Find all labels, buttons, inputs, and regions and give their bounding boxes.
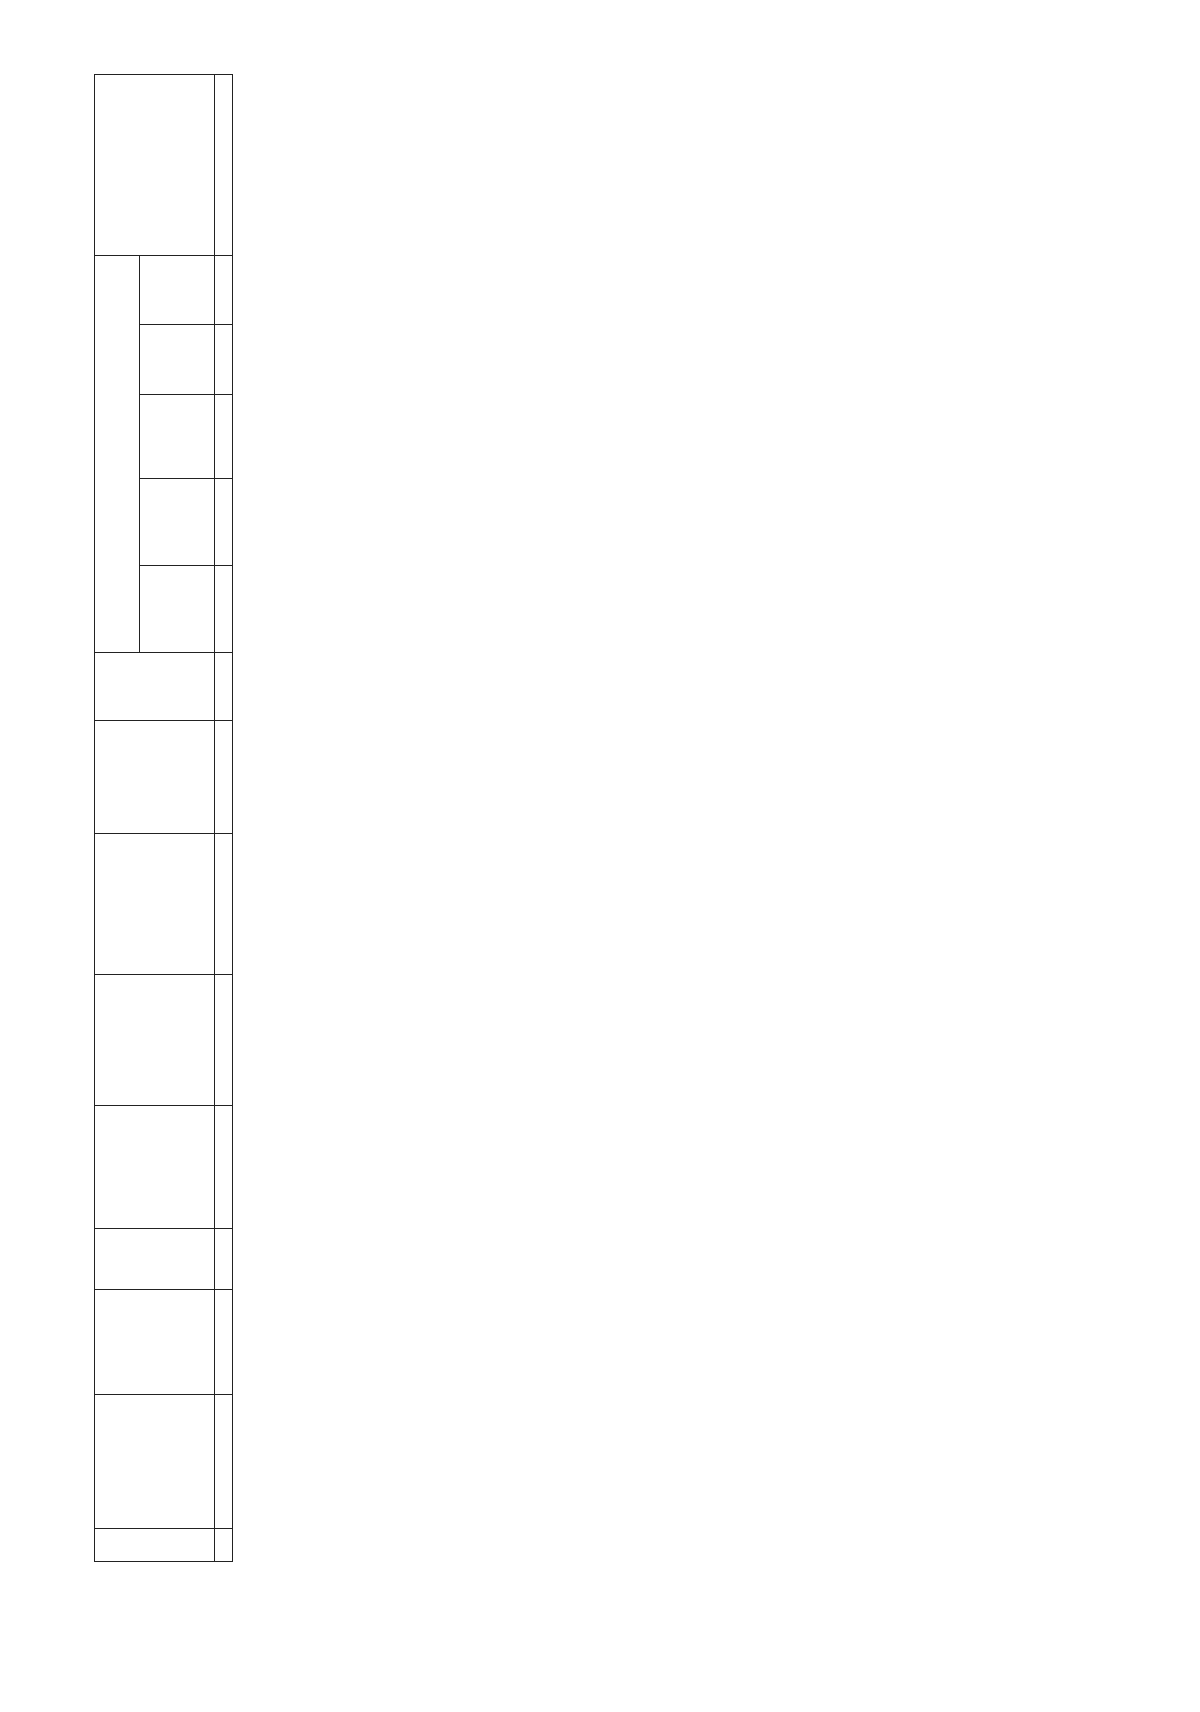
column-numbers-row — [215, 75, 233, 1562]
col-number — [215, 1290, 233, 1394]
col-number — [215, 720, 233, 833]
header-period — [95, 653, 215, 720]
col-number — [215, 1394, 233, 1529]
header-docs — [95, 833, 215, 974]
header-local — [140, 325, 215, 395]
col-number — [215, 1229, 233, 1290]
header-grbs — [95, 1290, 215, 1394]
header-total — [140, 566, 215, 653]
col-number — [215, 394, 233, 479]
header-capacity — [95, 975, 215, 1105]
header-num — [95, 1529, 215, 1562]
header-name — [95, 1394, 215, 1529]
col-number — [215, 566, 233, 653]
col-number — [215, 975, 233, 1105]
header-regional — [140, 394, 215, 479]
construction-objects-table — [94, 74, 233, 1562]
col-number — [215, 1105, 233, 1229]
table-header — [95, 75, 233, 1562]
col-number — [215, 325, 233, 395]
col-number — [215, 653, 233, 720]
col-number — [215, 479, 233, 566]
header-financing — [95, 255, 140, 653]
header-result — [95, 75, 215, 256]
col-number — [215, 833, 233, 974]
header-cost — [95, 720, 215, 833]
col-number — [215, 75, 233, 256]
col-number — [215, 255, 233, 325]
col-number — [215, 1529, 233, 1562]
header-timing — [95, 1105, 215, 1229]
header-attracted — [140, 255, 215, 325]
header-federal — [140, 479, 215, 566]
header-ownership — [95, 1229, 215, 1290]
